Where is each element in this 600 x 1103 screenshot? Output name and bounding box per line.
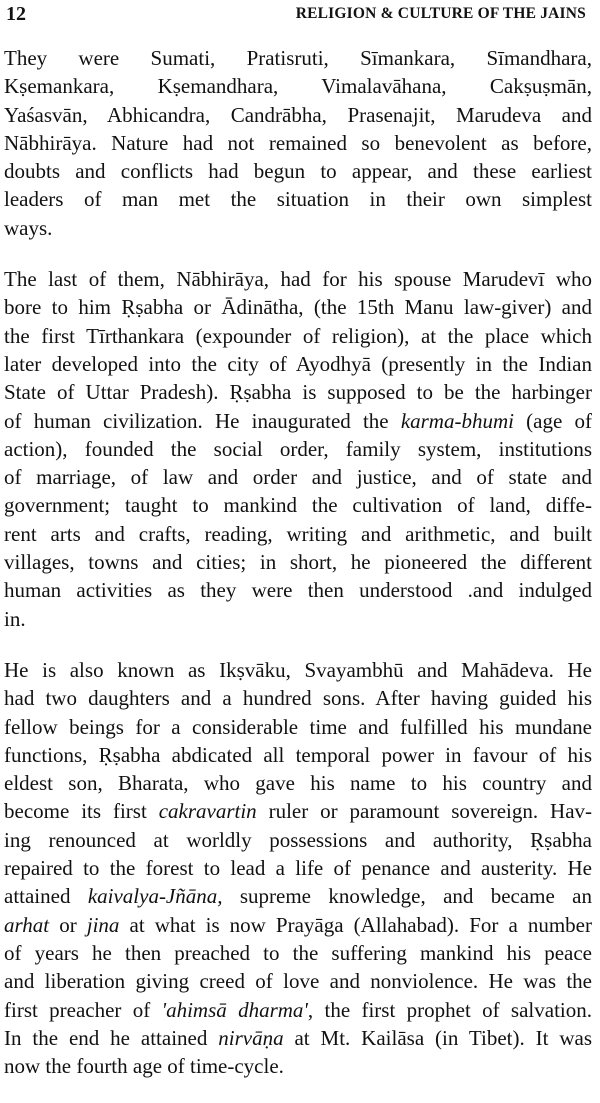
text-run: later developed into the city of Ayodhyā (presently in the Indian [4, 351, 592, 376]
text-run: at Mt. Kailāsa (in Tibet). It was [283, 1025, 592, 1050]
text-line [4, 713, 592, 741]
italic-term: 'ahimsā dharma' [161, 997, 308, 1022]
text-line [4, 185, 592, 213]
text-line [4, 826, 592, 854]
text-line [4, 491, 592, 519]
text-run: had two daughters and a hundred sons. After having guided his [4, 686, 592, 711]
text-line [4, 435, 592, 463]
text-run: They were Sumati, Pratisruti, Sīmankara, Sīmandhara, [4, 46, 592, 70]
text-line [4, 101, 592, 129]
paragraph [4, 656, 592, 1080]
text-line [4, 1024, 592, 1052]
italic-term: kaivalya-Jñāna, [87, 884, 223, 909]
text-run: and liberation giving creed of love and nonviolence. He was the [4, 969, 592, 994]
text-line [4, 769, 592, 797]
text-line [4, 214, 592, 242]
text-run: State of Uttar Pradesh). Ṛṣabha is supposed to be the harbinger [4, 380, 592, 405]
text-run: In the end he attained [4, 1025, 219, 1050]
text-run: human activities as they were then understood .and indulged [4, 578, 592, 603]
text-line [4, 44, 592, 72]
text-run: leaders of man met the situation in their own simplest [4, 187, 592, 212]
text-run: of marriage, of law and order and justice, and of state and [4, 465, 592, 490]
text-line [4, 463, 592, 491]
text-run: Nābhirāya. Nature had not remained so benevolent as before, [4, 130, 592, 155]
text-line [4, 157, 592, 185]
text-run: functions, Ṛṣabha abdicated all temporal power in favour of his [4, 742, 592, 767]
text-line [4, 882, 592, 910]
text-line [4, 322, 592, 350]
text-line [4, 548, 592, 576]
italic-term: cakravartin [158, 799, 257, 824]
text-run: of human civilization. He inaugurated the [4, 408, 401, 433]
text-line [4, 293, 592, 321]
italic-term: karma-bhumi [400, 408, 514, 433]
text-line [4, 576, 592, 604]
paragraph [4, 44, 592, 242]
text-line [4, 656, 592, 684]
text-run: now the fourth age of time-cycle. [4, 1054, 284, 1079]
text-run: or [49, 912, 87, 937]
text-line [4, 350, 592, 378]
text-run: doubts and conflicts had begun to appear, and these earliest [4, 159, 592, 184]
text-line [4, 407, 592, 435]
text-line [4, 967, 592, 995]
text-line [4, 684, 592, 712]
text-run: The last of them, Nābhirāya, had for his spouse Marudevī who [4, 267, 592, 292]
text-run: at what is now Prayāga (Allahabad). For a number [119, 912, 592, 937]
text-run: Yaśasvān, Abhicandra, Candrābha, Prasenajit, Marudeva and [4, 102, 592, 127]
text-run: repaired to the forest to lead a life of penance and austerity. He [4, 856, 592, 881]
body-text [4, 44, 592, 1103]
text-line [4, 265, 592, 293]
text-run: supreme knowledge, and became an [222, 884, 593, 909]
text-run: , the first prophet of salvation. [307, 997, 592, 1022]
text-run: government; taught to mankind the cultivation of land, diffe- [4, 493, 592, 518]
text-run: first preacher of [4, 997, 162, 1022]
text-line [4, 939, 592, 967]
italic-term: jina [86, 912, 120, 937]
text-run: the first Tīrthankara (expounder of religion), at the place which [4, 323, 592, 348]
italic-term: arhat [4, 912, 50, 937]
text-run: in. [4, 606, 26, 631]
text-run: He is also known as Ikṣvāku, Svayambhū and Mahādeva. He [4, 657, 592, 682]
text-run: bore to him Ṛṣabha or Ādinātha, (the 15th Manu law-giver) and [4, 295, 592, 320]
text-run: ruler or paramount sovereign. Hav- [256, 799, 593, 824]
text-line [4, 378, 592, 406]
text-run: become its first [4, 799, 159, 824]
text-run: eldest son, Bharata, who gave his name to his country and [4, 771, 592, 796]
page-number: 12 [6, 3, 26, 25]
text-run: villages, towns and cities; in short, he pioneered the different [4, 550, 592, 575]
text-line [4, 911, 592, 939]
text-line [4, 741, 592, 769]
text-line [4, 520, 592, 548]
text-run: ing renounced at worldly possessions and authority, Ṛṣabha [4, 827, 592, 852]
text-line [4, 854, 592, 882]
text-run: Kṣemankara, Kṣemandhara, Vimalavāhana, Cakṣuṣmān, [4, 74, 592, 99]
text-run: action), founded the social order, family system, institutions [4, 436, 592, 461]
text-line [4, 996, 592, 1024]
text-run: of years he then preached to the suffering mankind his peace [4, 940, 592, 965]
text-line [4, 797, 592, 825]
text-line [4, 605, 592, 633]
text-line [4, 1052, 592, 1080]
text-line [4, 129, 592, 157]
text-line [4, 72, 592, 100]
text-run: ways. [4, 215, 53, 240]
text-run: rent arts and crafts, reading, writing and arithmetic, and built [4, 521, 592, 546]
text-run: fellow beings for a considerable time and fulfilled his mundane [4, 714, 592, 739]
text-run: (age of [513, 408, 592, 433]
paragraph [4, 265, 592, 633]
text-run: attained [4, 884, 88, 909]
running-head: RELIGION & CULTURE OF THE JAINS [295, 5, 586, 22]
italic-term: nirvāṇa [218, 1025, 284, 1050]
page-header [0, 0, 600, 28]
